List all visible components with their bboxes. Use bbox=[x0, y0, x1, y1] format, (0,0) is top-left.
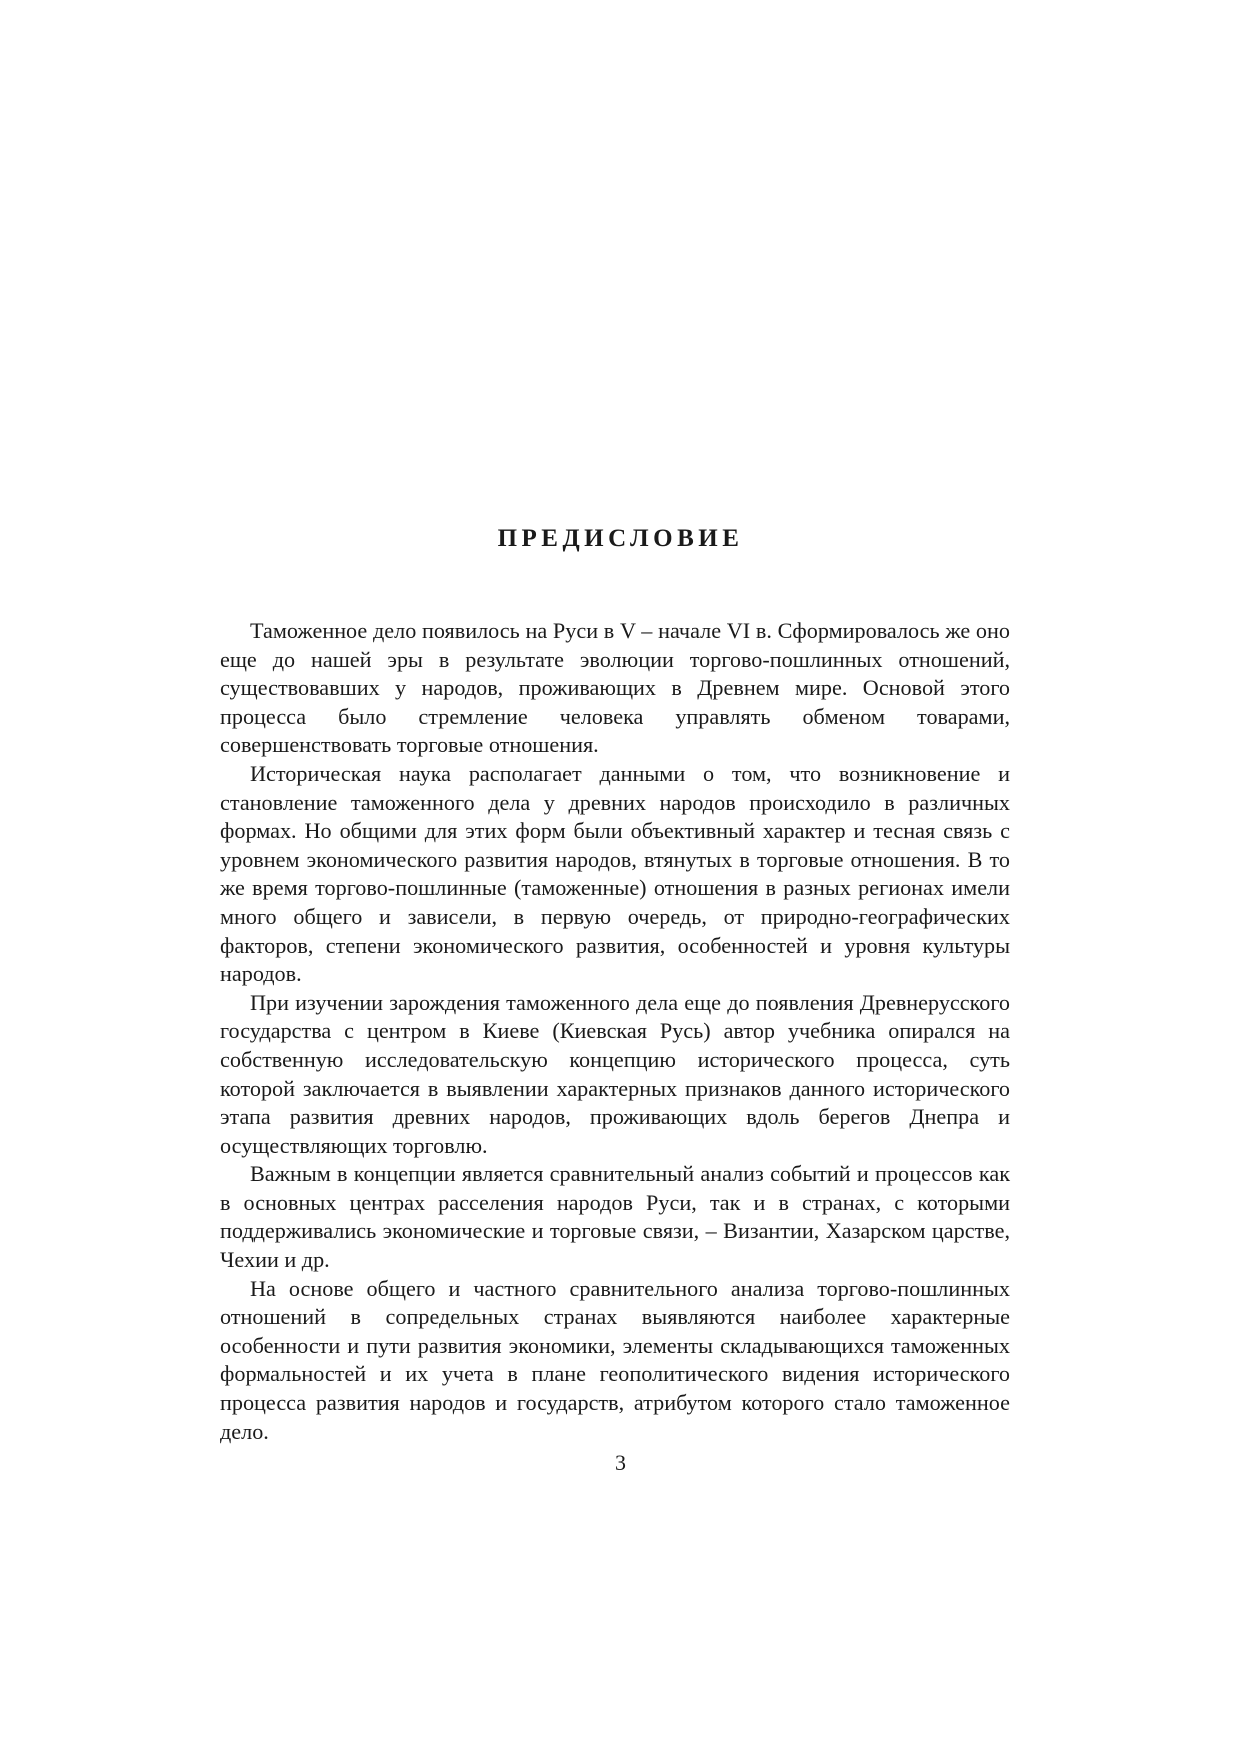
paragraph: Таможенное дело появилось на Руси в V – начале VI в. Сформировалось же оно еще до нашей эры в результате эволюции торгово-пошлинных отношений, существовавших у народов, проживающих в Древнем мире. Основой этого процесса было стремление человека управлять обменом товарами, совершенствовать торговые отношения. bbox=[220, 618, 1010, 758]
paragraph: Важным в концепции является сравнительный анализ событий и процессов как в основных центрах расселения народов Руси, так и в странах, с которыми поддерживались экономические и торговые связи, – Византии, Хазарском царстве, Чехии и др. bbox=[220, 1161, 1010, 1273]
page-number: 3 bbox=[615, 1450, 626, 1475]
paragraph: При изучении зарождения таможенного дела еще до появления Древнерусского государства с центром в Киеве (Киевская Русь) автор учебника опирался на собственную исследовательскую концепцию исторического процесса, суть которой заключается в выявлении характерных признаков данного исторического этапа развития древних народов, проживающих вдоль берегов Днепра и осуществляющих торговлю. bbox=[220, 989, 1010, 1158]
preface-body bbox=[220, 617, 1010, 1446]
chapter-title: ПРЕДИСЛОВИЕ bbox=[497, 525, 744, 552]
paragraph: На основе общего и частного сравнительного анализа торгово-пошлинных отношений в сопредельных странах выявляются наиболее характерные особенности и пути развития экономики, элементы складывающихся таможенных формальностей и их учета в плане геополитического видения исторического процесса развития народов и государств, атрибутом которого стало таможенное дело. bbox=[220, 1275, 1010, 1444]
paragraph: Историческая наука располагает данными о том, что возникновение и становление таможенного дела у древних народов происходило в различных формах. Но общими для этих форм были объективный характер и тесная связь с уровнем экономического развития народов, втянутых в торговые отношения. В то же время торгово-пошлинные (таможенные) отношения в разных регионах имели много общего и зависели, в первую очередь, от природно-географических факторов, степени экономического развития, особенностей и уровня культуры народов. bbox=[220, 760, 1010, 987]
